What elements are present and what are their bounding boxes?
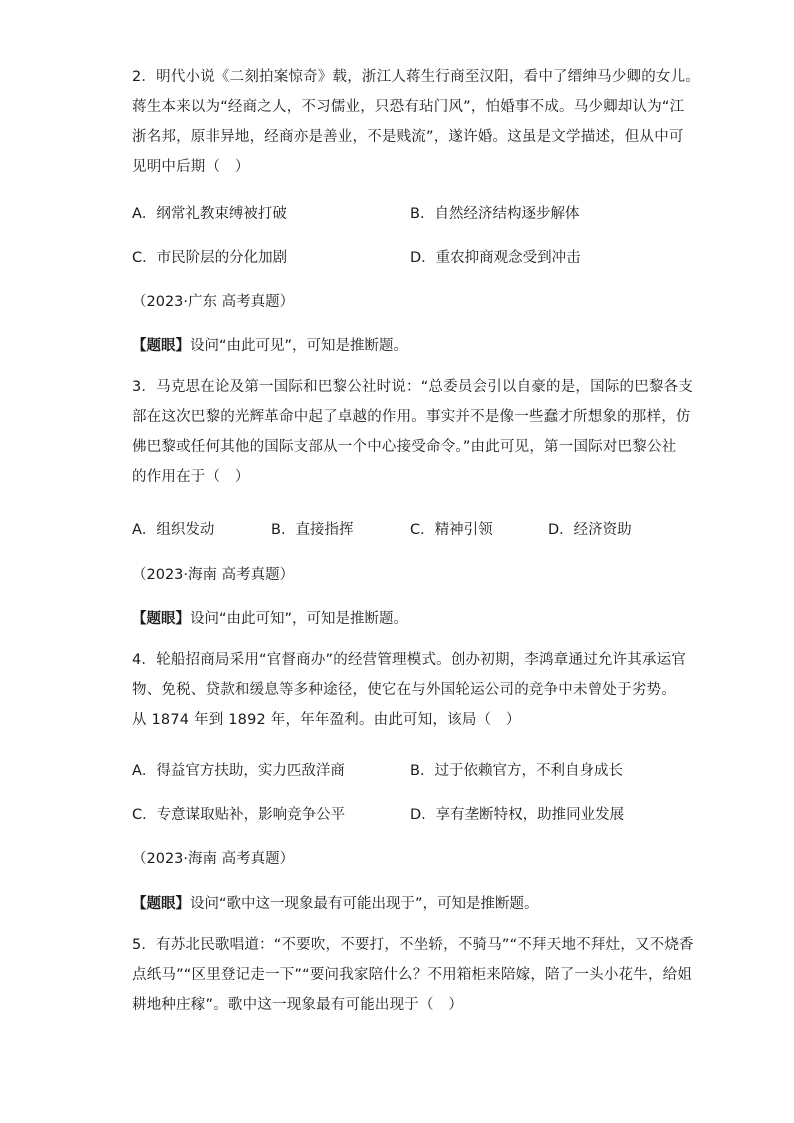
stem-line: 2．明代小说《二刻拍案惊奇》载，浙江人蒋生行商至汉阳，看中了缙绅马少卿的女儿。 [132, 69, 701, 85]
key-point-tag: 【题眼】 [132, 896, 190, 912]
question-3-option-a: A．组织发动 [132, 522, 215, 538]
question-4-option-c: C．专意谋取贴补，影响竞争公平 [132, 807, 346, 823]
question-4-option-b: B．过于依赖官方，不利自身成长 [410, 763, 623, 779]
question-3-option-d: D．经济资助 [548, 522, 632, 538]
stem-line: 从 1874 年到 1892 年，年年盈利。由此可知，该局（ ） [132, 712, 521, 728]
question-4-key-point [132, 893, 539, 915]
question-2-source: （2023·广东 高考真题） [132, 294, 295, 310]
question-5-stem [132, 930, 694, 1020]
question-3-stem [132, 372, 694, 492]
stem-line: 4．轮船招商局采用“官督商办”的经营管理模式。创办初期，李鸿章通过允许其承运官 [132, 652, 687, 668]
question-3-option-c: C．精神引领 [410, 522, 493, 538]
question-3-source: （2023·海南 高考真题） [132, 567, 295, 583]
question-2-option-a: A．纲常礼教束缚被打破 [132, 206, 287, 222]
stem-line: 浙名邦，原非异地，经商亦是善业，不是贱流”，遂许婚。这虽是文学描述，但从中可 [132, 129, 684, 145]
question-2-option-b: B．自然经济结构逐步解体 [410, 206, 580, 222]
question-4-source: （2023·海南 高考真题） [132, 851, 295, 867]
question-2-stem [132, 62, 701, 182]
stem-line: 佛巴黎或任何其他的国际支部从一个中心接受命令。”由此可见，第一国际对巴黎公社 [132, 439, 677, 455]
stem-line: 蒋生本来以为“经商之人，不习儒业，只恐有玷门风”，怕婚事不成。马少卿却认为“江 [132, 99, 685, 115]
stem-line: 点纸马”“区里登记走一下”“要问我家陪什么？不用箱柜来陪嫁，陪了一头小花牛，给姐 [132, 967, 693, 983]
key-point-text: 设问“歌中这一现象最有可能出现于”，可知是推断题。 [190, 896, 539, 912]
question-4-stem [132, 645, 687, 735]
stem-line: 部在这次巴黎的光辉革命中起了卓越的作用。事实并不是像一些蠢才所想象的那样，仿 [132, 409, 691, 425]
stem-line: 物、免税、贷款和缓息等多种途径，使它在与外国轮运公司的竞争中未曾处于劣势。 [132, 682, 676, 698]
question-4-option-d: D．享有垄断特权，助推同业发展 [410, 807, 625, 823]
stem-line: 的作用在于（ ） [132, 469, 250, 485]
stem-line: 3．马克思在论及第一国际和巴黎公社时说：“总委员会引以自豪的是，国际的巴黎各支 [132, 379, 694, 395]
stem-line: 5．有苏北民歌唱道：“不要吹，不要打，不坐轿，不骑马”“不拜天地不拜灶，又不烧香 [132, 937, 694, 953]
question-3-option-b: B．直接指挥 [271, 522, 354, 538]
question-2-key-point [132, 335, 408, 357]
key-point-tag: 【题眼】 [132, 611, 190, 627]
question-2-option-d: D．重农抑商观念受到冲击 [410, 250, 581, 266]
question-4-option-a: A．得益官方扶助，实力匹敌洋商 [132, 763, 345, 779]
question-3-key-point [132, 608, 408, 630]
key-point-text: 设问“由此可知”，可知是推断题。 [190, 611, 409, 627]
key-point-tag: 【题眼】 [132, 338, 190, 354]
stem-line: 见明中后期（ ） [132, 159, 250, 175]
question-2-option-c: C．市民阶层的分化加剧 [132, 250, 288, 266]
key-point-text: 设问“由此可见”，可知是推断题。 [190, 338, 409, 354]
stem-line: 耕地种庄稼”。歌中这一现象最有可能出现于（ ） [132, 997, 464, 1013]
